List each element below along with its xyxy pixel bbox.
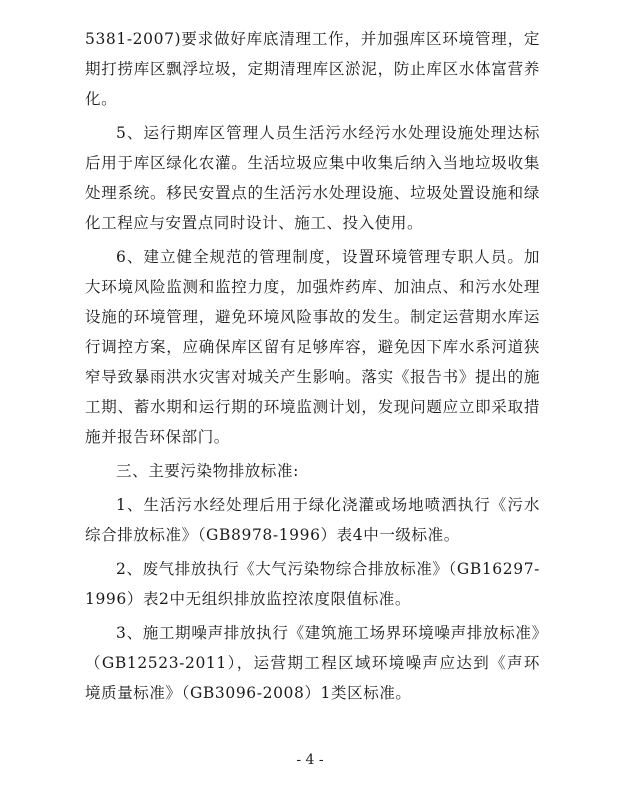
paragraph-standard-1: 1、生活污水经处理后用于绿化浇灌或场地喷洒执行《污水综合排放标准》（GB8978-1996）表4中一级标准。 (85, 496, 540, 544)
section-heading-pollutant-standards: 三、主要污染物排放标准: (116, 462, 299, 480)
document-body (85, 24, 540, 712)
paragraph-standard-3: 3、施工期噪声排放执行《建筑施工场界环境噪声排放标准》（GB12523-2011），运营期工程区域环境噪声应达到《声环境质量标准》（GB3096-2008）1类区标准。 (85, 624, 540, 702)
page-number: - 4 - (296, 752, 324, 768)
paragraph-item-5: 5、运行期库区管理人员生活污水经污水处理设施处理达标后用于库区绿化农灌。生活垃圾应集中收集后纳入当地垃圾收集处理系统。移民安置点的生活污水处理设施、垃圾处置设施和绿化工程应与安置点同时设计、施工、投入使用。 (85, 124, 540, 232)
paragraph-item-6: 6、建立健全规范的管理制度，设置环境管理专职人员。加大环境风险监测和监控力度，加强炸药库、加油点、和污水处理设施的环境管理，避免环境风险事故的发生。制定运营期水库运行调控方案，应确保库区留有足够库容，避免因下库水系河道狭窄导致暴雨洪水灾害对城关产生影响。落实《报告书》提出的施工期、蓄水期和运行期的环境监测计划，发现问题应立即采取措施并报告环保部门。 (85, 248, 540, 446)
paragraph-continuation: 5381-2007)要求做好库底清理工作，并加强库区环境管理，定期打捞库区飘浮垃圾，定期清理库区淤泥，防止库区水体富营养化。 (85, 30, 540, 108)
paragraph-standard-2: 2、废气排放执行《大气污染物综合排放标准》（GB16297-1996）表2中无组织排放监控浓度限值标准。 (85, 560, 540, 608)
